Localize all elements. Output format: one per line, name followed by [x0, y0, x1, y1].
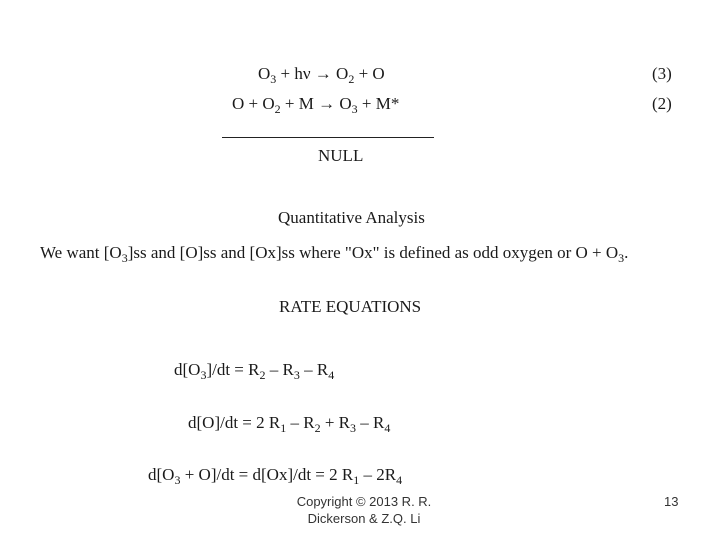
reaction-o3-photolysis: $O_3 + h\nu \to O_2 + O$: [258, 64, 385, 86]
null-result: NULL: [318, 146, 364, 165]
reaction-number-3: (3): [652, 64, 672, 83]
rate-equation-o: d[O]/dt = 2 $R_1 - R_2 + R_3 - R_4$: [188, 413, 391, 435]
reaction-number-2: (2): [652, 94, 672, 113]
page-number: 13: [664, 494, 679, 509]
reaction-o3-formation: $O + O_2 + M \to O_3 + M*$: [232, 94, 400, 116]
objective-sentence: We want $[O_3]ss$ and [O]ss and [Ox]ss where "Ox" is defined as odd oxygen or $O + O_3$.: [40, 243, 629, 265]
copyright-line: Copyright © 2013 R. R.: [296, 494, 432, 509]
quantitative-analysis-heading: Quantitative Analysis: [278, 208, 425, 227]
rate-equation-o3: $d[O_3]/dt = R_2 - R_3 - R_4$: [174, 360, 335, 382]
rate-equation-ox: $d[O_3 + O]/dt = d[Ox]/dt = 2$ $R_1 - 2R_4$: [148, 465, 403, 487]
authors-line: Dickerson & Z.Q. Li: [307, 511, 421, 526]
summation-rule: [222, 137, 434, 138]
rate-equations-heading: RATE EQUATIONS: [279, 297, 422, 316]
copyright-footer: [264, 494, 464, 526]
